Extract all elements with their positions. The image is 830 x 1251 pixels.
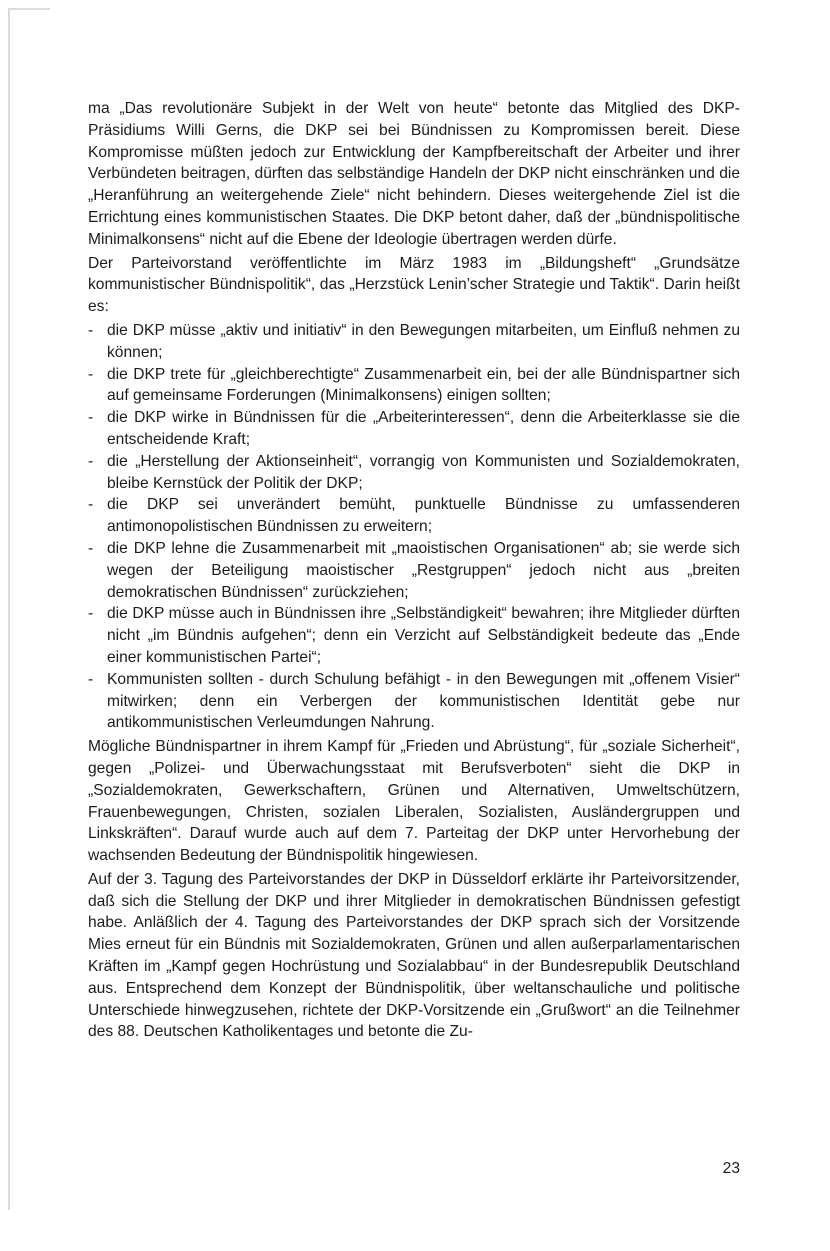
page-number: 23	[722, 1160, 740, 1177]
list-dash: -	[88, 321, 94, 339]
list-item	[88, 364, 740, 408]
scan-edge-mark	[8, 8, 50, 1210]
principles-list	[88, 320, 740, 734]
list-item-text: Kommunisten sollten - durch Schulung befähigt - in den Bewegungen mit „offenem Visier“ mitwirken; denn ein Verbergen der kommunistischen Identität gebe nur antikommunistischen Verleumdungen Nahrung.	[107, 670, 740, 732]
list-item-text: die DKP lehne die Zusammenarbeit mit „maoistischen Organisationen“ ab; sie werde sich wegen der Beteiligung maoistischer „Restgruppen“ jedoch nicht aus „breiten demokratischen Bündnissen“ zurückziehen;	[107, 539, 740, 601]
list-item-text: die DKP müsse „aktiv und initiativ“ in den Bewegungen mitarbeiten, um Einfluß nehmen zu können;	[107, 321, 740, 361]
list-dash: -	[88, 670, 94, 688]
paragraph-2: Der Parteivorstand veröffentlichte im März 1983 im „Bildungsheft“ „Grundsätze kommunistischer Bündnispolitik“, das „Herzstück Lenin’scher Strategie und Taktik“. Darin heißt es:	[88, 254, 740, 316]
paragraph-3: Mögliche Bündnispartner in ihrem Kampf für „Frieden und Abrüstung“, für „soziale Sicherheit“, gegen „Polizei- und Überwachungsstaat mit Berufsverboten“ sieht die DKP in „Sozialdemokraten, Gewerkschaftern, Grünen und Alternativen, Umweltschützern, Frauenbewegungen, Christen, sozialen Liberalen, Sozialisten, Ausländergruppen und Linkskräften“. Darauf wurde auch auf dem 7. Parteitag der DKP unter Hervorhebung der wachsenden Bedeutung der Bündnispolitik hingewiesen.	[88, 738, 740, 865]
list-item	[88, 451, 740, 495]
list-dash: -	[88, 605, 94, 623]
list-item-text: die DKP trete für „gleichberechtigte“ Zusammenarbeit ein, bei der alle Bündnispartner sich auf gemeinsame Forderungen (Minimalkonsens) einigen sollten;	[107, 365, 740, 405]
paragraph-4: Auf der 3. Tagung des Parteivorstandes der DKP in Düsseldorf erklärte ihr Parteivorsitzender, daß sich die Stellung der DKP und ihrer Mitglieder in demokratischen Bündnissen gefestigt habe. Anläßlich der 4. Tagung des Parteivorstandes der DKP sprach sich der Vorsitzende Mies erneut für ein Bündnis mit Sozialdemokraten, Grünen und allen außerparlamentarischen Kräften im „Kampf gegen Hochrüstung und Sozialabbau“ in der Bundesrepublik Deutschland aus. Entsprechend dem Konzept der Bündnispolitik, über weltanschauliche und politische Unterschiede hinwegzusehen, richtete der DKP-Vorsitzende ein „Grußwort“ an die Teilnehmer des 88. Deutschen Katholikentages und betonte die Zu-	[88, 870, 740, 1041]
list-dash: -	[88, 409, 94, 427]
list-item	[88, 320, 740, 364]
list-item	[88, 538, 740, 603]
list-item-text: die DKP sei unverändert bemüht, punktuelle Bündnisse zu umfassenderen antimonopolistischen Bündnissen zu erweitern;	[107, 496, 740, 536]
list-item	[88, 669, 740, 734]
list-item	[88, 603, 740, 668]
paragraph-1: ma „Das revolutionäre Subjekt in der Welt von heute“ betonte das Mitglied des DKP-Präsidiums Willi Gerns, die DKP sei bei Bündnissen zu Kompromissen bereit. Diese Kompromisse müßten jedoch zur Entwicklung der Kampfbereitschaft der Arbeiter und ihrer Verbündeten beitragen, dürften das selbständige Handeln der DKP nicht einschränken und die „Heranführung an weitergehende Ziele“ nicht behindern. Dieses weitergehende Ziel ist die Errichtung eines kommunistischen Staates. Die DKP betont daher, daß der „bündnispolitische Minimalkonsens“ nicht auf die Ebene der Ideologie übertragen werden dürfe.	[88, 100, 740, 248]
list-dash: -	[88, 452, 94, 470]
list-item	[88, 407, 740, 451]
list-item-text: die „Herstellung der Aktionseinheit“, vorrangig von Kommunisten und Sozialdemokraten, bleibe Kernstück der Politik der DKP;	[107, 452, 740, 492]
list-dash: -	[88, 539, 94, 557]
list-item	[88, 494, 740, 538]
list-item-text: die DKP müsse auch in Bündnissen ihre „Selbständigkeit“ bewahren; ihre Mitglieder dürften nicht „im Bündnis aufgehen“; denn ein Verzicht auf Selbständigkeit bedeute das „Ende einer kommunistischen Partei“;	[107, 605, 740, 666]
list-dash: -	[88, 365, 94, 383]
list-dash: -	[88, 496, 94, 514]
list-item-text: die DKP wirke in Bündnissen für die „Arbeiterinteressen“, denn die Arbeiterklasse sie die entscheidende Kraft;	[107, 409, 740, 448]
body-text	[88, 98, 740, 1045]
